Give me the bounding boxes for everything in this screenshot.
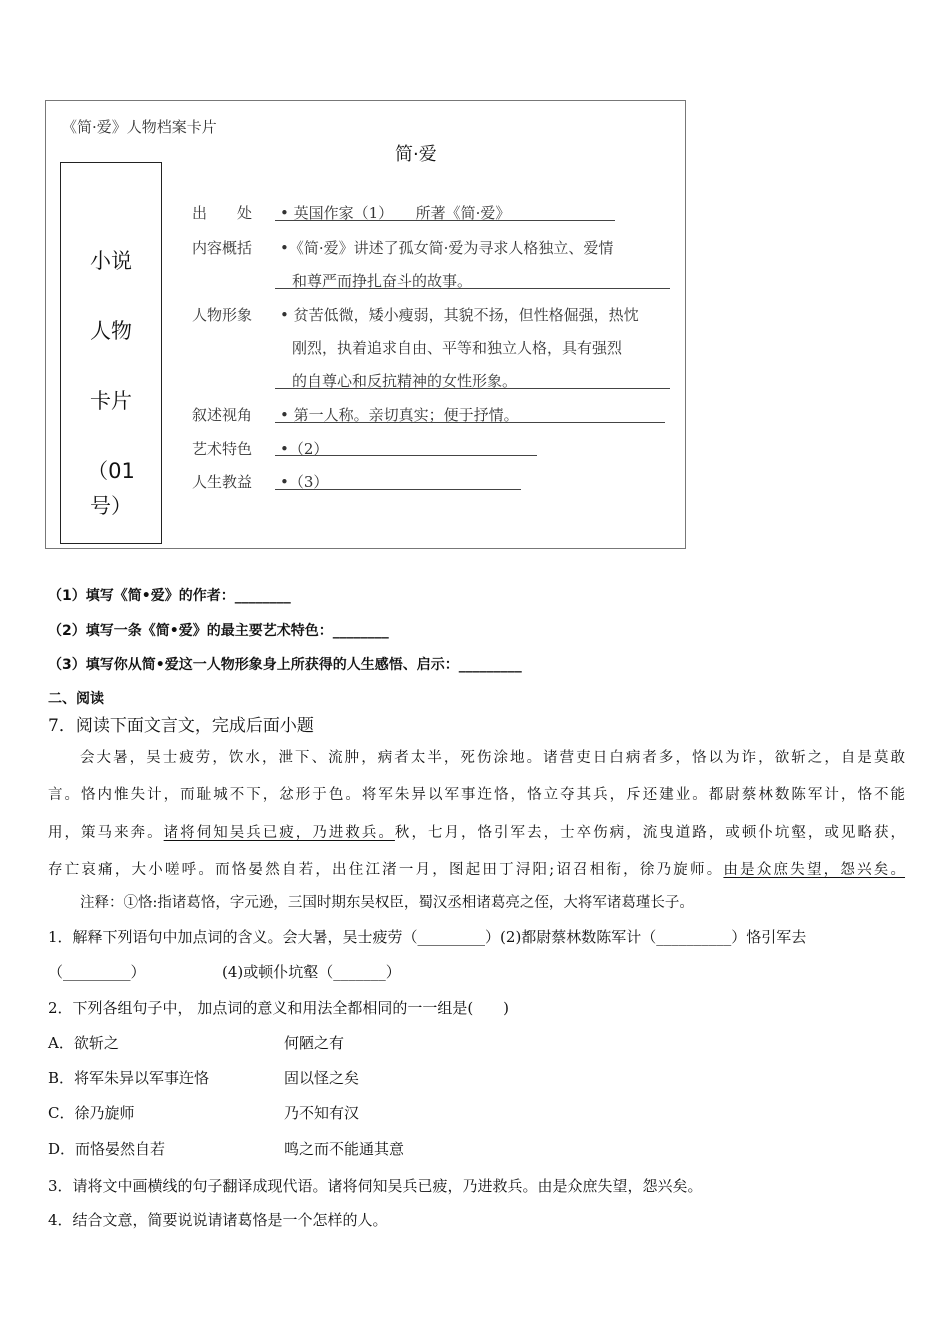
option-a-compare: 何陋之有 [284,1034,345,1052]
row-value: •（2） [280,440,329,458]
passage-line [48,858,905,879]
side-text: 卡片 [90,389,132,413]
question-3: （3）填写你从简•爱这一人物形象身上所获得的人生感悟、启示：_________ [48,657,522,673]
subquestion-4: 4．结合文意，简要说说请诸葛恪是一个怎样的人。 [48,1211,388,1229]
passage-line [48,821,905,842]
card-title: 简·爱 [395,144,437,165]
option-a: A．欲斩之 [48,1034,119,1052]
row-value: • 英国作家（1） 所著《简·爱》 [280,204,511,222]
side-text: 人物 [90,319,132,343]
underline [275,220,615,221]
row-value: 的自尊心和反抗精神的女性形象。 [292,372,518,390]
passage-text: 存亡哀痛，大小嗟呼。而恪晏然自若，出住江渚一月，图起田丁浔阳;诏召相衔，徐乃旋师。 [48,862,724,878]
row-value: 和尊严而挣扎奋斗的故事。 [292,272,473,290]
option-d-compare: 鸣之而不能通其意 [284,1140,405,1158]
row-value: • 第一人称。亲切真实；便于抒情。 [280,406,519,424]
row-label: 出 处 [192,204,253,222]
row-value: •《简·爱》讲述了孤女简·爱为寻求人格独立、爱情 [280,239,614,257]
row-value: •（3） [280,473,329,491]
passage-text: 用，策马来奔。 [48,825,164,841]
subquestion-1-cont: （_________） [48,963,146,981]
passage-text: 秋，七月，恪引军去，士卒伤病，流曳道路，或顿仆坑壑，或见略获， [394,825,906,841]
question-7-heading: 7．阅读下面文言文，完成后面小题 [48,716,314,736]
underline [275,489,521,490]
option-c-compare: 乃不知有汉 [284,1104,360,1122]
underline [275,388,670,389]
row-label: 人物形象 [192,306,253,324]
option-b: B．将军朱异以军事迕恪 [48,1069,210,1087]
row-value: • 贫苦低微，矮小瘦弱，其貌不扬，但性格倔强，热忱 [280,306,639,324]
row-label: 叙述视角 [192,406,253,424]
underline [275,288,670,289]
passage-note: 注释：①恪:指诸葛恪，字元逊，三国时期东吴权臣，蜀汉丞相诸葛亮之侄，大将军诸葛瑾长子。 [80,895,694,911]
subquestion-1-cont: (4)或顿仆坑壑（_______） [222,963,401,981]
option-c: C．徐乃旋师 [48,1104,135,1122]
card-side-label [60,162,162,544]
row-label: 艺术特色 [192,440,253,458]
row-value: 刚烈，执着追求自由、平等和独立人格，具有强烈 [292,339,623,357]
subquestion-2: 2．下列各组句子中， 加点词的意义和用法全都相同的一一组是( ) [48,999,510,1017]
section-heading: 二、阅读 [48,691,104,707]
underlined-sentence: 诸将伺知吴兵已疲，乃进救兵。 [163,825,395,841]
card-caption: 《简·爱》人物档案卡片 [62,118,217,136]
subquestion-1: 1．解释下列语句中加点词的含义。会大暑，吴士疲劳（_________）(2)都尉蔡林数陈军计（__________）恪引军去 [48,928,807,946]
question-1: （1）填写《简•爱》的作者：________ [48,588,291,604]
question-2: （2）填写一条《简•爱》的最主要艺术特色：________ [48,623,389,639]
underline [275,422,665,423]
row-label: 内容概括 [192,239,253,257]
side-text: 小说 [90,249,132,273]
underlined-sentence: 由是众庶失望，怨兴矣。 [723,862,906,878]
passage-line: 言。恪内惟失计，而耻城不下，忿形于色。将军朱异以军事迕恪，恪立夺其兵，斥还建业。都尉蔡林数陈军计，恪不能 [48,787,905,803]
subquestion-3: 3．请将文中画横线的句子翻译成现代语。诸将伺知吴兵已疲，乃进救兵。由是众庶失望，怨兴矣。 [48,1177,703,1195]
option-b-compare: 固以怪之矣 [284,1069,360,1087]
row-label: 人生教益 [192,473,253,491]
side-text: （01 [87,459,135,483]
side-text: 号） [90,494,132,518]
option-d: D．而恪晏然自若 [48,1140,166,1158]
underline [275,455,537,456]
passage-line: 会大暑，吴士疲劳，饮水，泄下、流肿，病者太半，死伤涂地。诸营吏日白病者多，恪以为诈，欲斩之，自是莫敢 [80,750,905,766]
